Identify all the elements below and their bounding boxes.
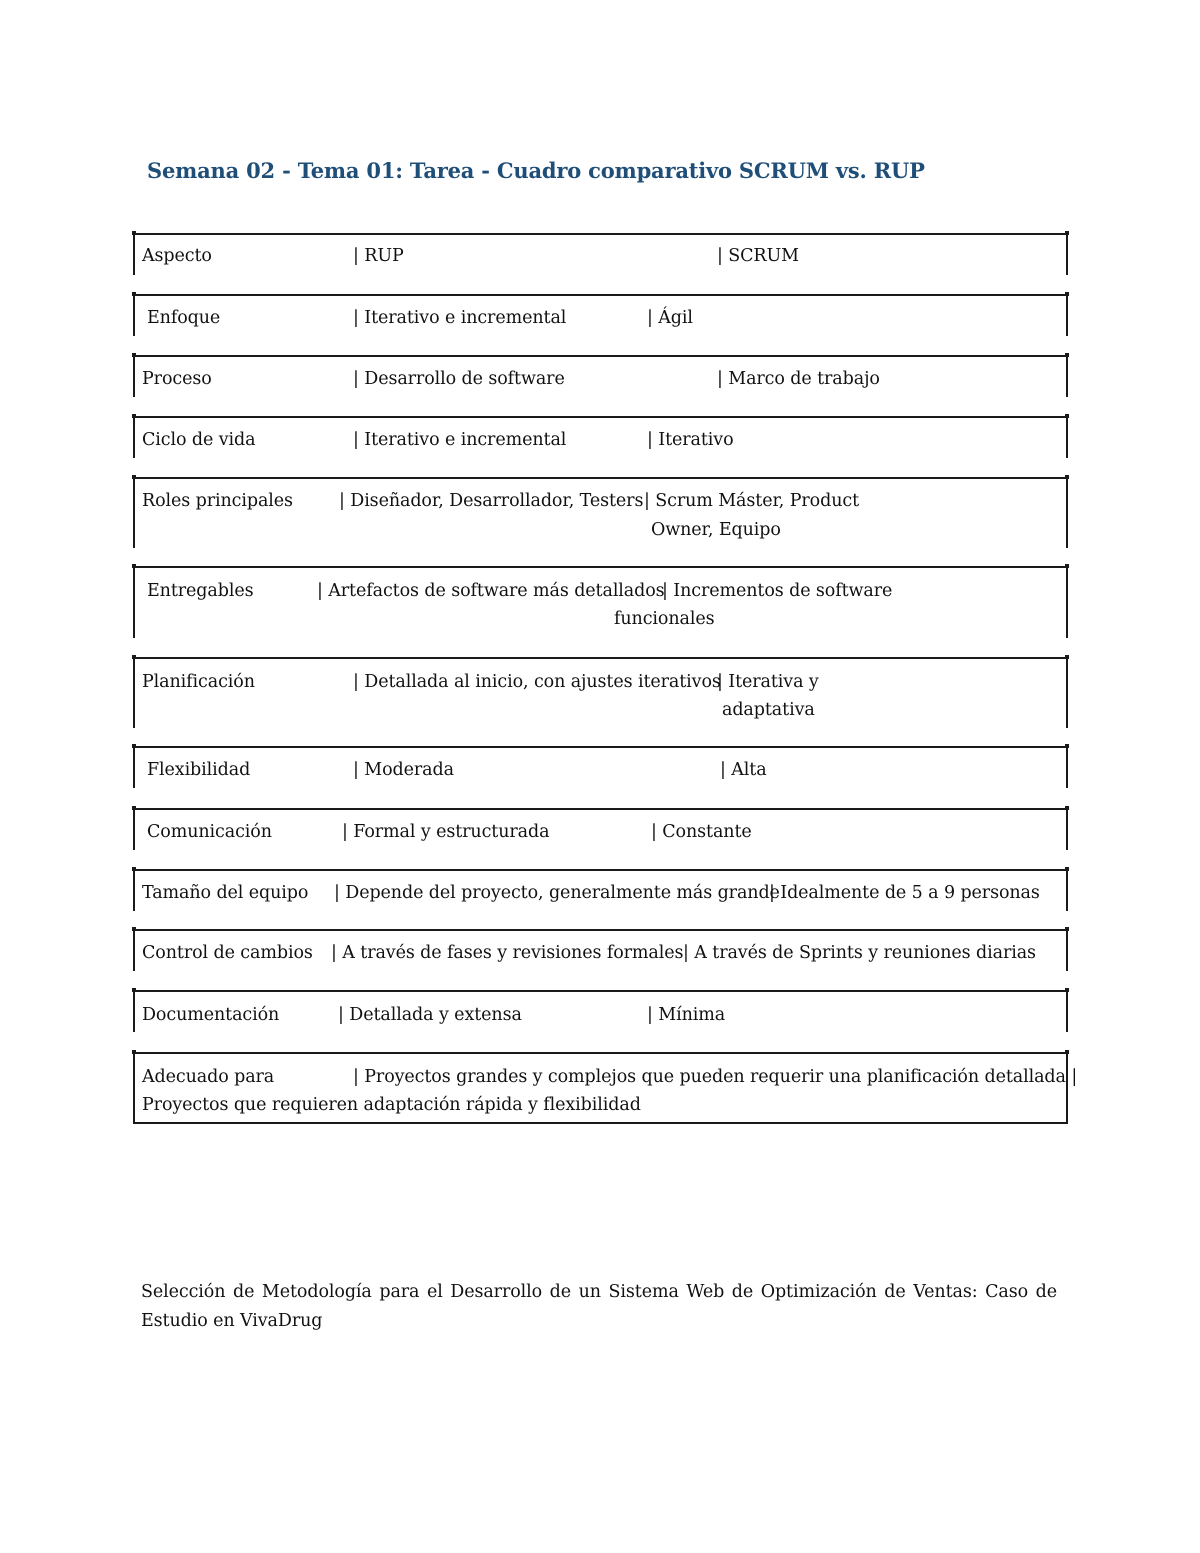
row-rup-cell: | Iterativo e incremental — [353, 308, 567, 328]
row-rup-cell: | Depende del proyecto, generalmente más grande — [334, 883, 780, 903]
row-rup-cell: | A través de fases y revisiones formales — [331, 943, 684, 963]
row-rup-cell: | Formal y estructurada — [342, 822, 550, 842]
row-aspect-label: Roles principales — [142, 491, 293, 511]
row-aspect-label: Flexibilidad — [147, 760, 251, 780]
row-aspect-label: Adecuado para — [142, 1067, 275, 1087]
table-row — [133, 566, 1068, 638]
row-scrum-cell: | Incrementos de software — [662, 581, 893, 601]
row-scrum-cell: | Scrum Máster, Product — [644, 491, 860, 511]
table-row — [133, 869, 1068, 911]
page-title: Semana 02 - Tema 01: Tarea - Cuadro comparativo SCRUM vs. RUP — [147, 158, 925, 183]
row-scrum-cell-continued: adaptativa — [722, 700, 815, 720]
row-scrum-cell: Proyectos que requieren adaptación rápida y flexibilidad — [142, 1095, 641, 1115]
row-rup-cell: | Detallada al inicio, con ajustes iterativos — [353, 672, 721, 692]
row-scrum-cell: | A través de Sprints y reuniones diarias — [683, 943, 1036, 963]
row-rup-cell: | Diseñador, Desarrollador, Testers — [339, 491, 644, 511]
row-scrum-cell: | Iterativa y — [717, 672, 819, 692]
table-row — [133, 808, 1068, 850]
row-scrum-cell: | Ágil — [647, 308, 693, 328]
row-aspect-label: Planificación — [142, 672, 255, 692]
footer-paragraph: Selección de Metodología para el Desarrollo de un Sistema Web de Optimización de Ventas: Caso de Estudio en VivaDrug — [141, 1282, 1057, 1331]
row-rup-cell: | Proyectos grandes y complejos que pueden requerir una planificación detallada | — [353, 1067, 1078, 1087]
row-scrum-cell: | Idealmente de 5 a 9 personas — [769, 883, 1040, 903]
row-scrum-cell: | Constante — [651, 822, 752, 842]
row-rup-cell: | Iterativo e incremental — [353, 430, 567, 450]
row-aspect-label: Enfoque — [147, 308, 221, 328]
row-aspect-label: Ciclo de vida — [142, 430, 256, 450]
table-row — [133, 477, 1068, 548]
table-row — [133, 416, 1068, 458]
row-rup-cell: | RUP — [353, 246, 404, 266]
row-scrum-cell: | SCRUM — [717, 246, 799, 266]
table-row — [133, 355, 1068, 397]
table-row — [133, 233, 1068, 275]
table-row — [133, 294, 1068, 336]
row-rup-cell: | Moderada — [353, 760, 454, 780]
row-aspect-label: Aspecto — [142, 246, 212, 266]
table-row — [133, 929, 1068, 971]
row-aspect-label: Tamaño del equipo — [142, 883, 309, 903]
row-aspect-label: Comunicación — [147, 822, 272, 842]
row-rup-cell: | Detallada y extensa — [338, 1005, 522, 1025]
table-row — [133, 990, 1068, 1032]
row-rup-cell: | Artefactos de software más detallados — [317, 581, 665, 601]
row-aspect-label: Documentación — [142, 1005, 280, 1025]
row-scrum-cell-continued: Owner, Equipo — [651, 520, 781, 540]
table-row — [133, 1052, 1078, 1124]
row-scrum-cell: | Marco de trabajo — [717, 369, 880, 389]
table-row — [133, 657, 1068, 728]
table-row — [133, 746, 1068, 788]
row-scrum-cell-continued: funcionales — [614, 609, 715, 629]
row-scrum-cell: | Iterativo — [647, 430, 734, 450]
row-aspect-label: Control de cambios — [142, 943, 313, 963]
row-scrum-cell: | Alta — [720, 760, 767, 780]
row-scrum-cell: | Mínima — [647, 1005, 726, 1025]
row-aspect-label: Entregables — [147, 581, 254, 601]
row-rup-cell: | Desarrollo de software — [353, 369, 565, 389]
row-aspect-label: Proceso — [142, 369, 212, 389]
